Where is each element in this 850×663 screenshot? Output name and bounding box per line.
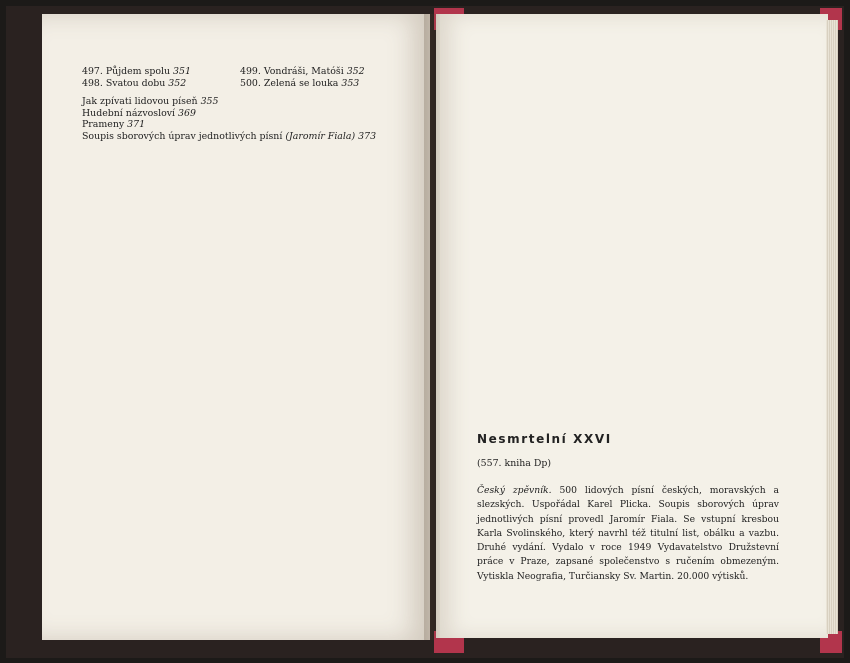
table-of-contents — [82, 66, 376, 143]
toc-extra-entry: Jak zpívati lidovou píseň 355 — [82, 96, 219, 108]
colophon-description: 500 lidových písní českých, moravských a slezských. Uspořádal Karel Plicka. Soupis sborových úprav jednotlivých písní provedl Jaromír Fiala. Se vstupní kresbou Karla Svolinského, který navrhl též titulní list, obálku a vazbu. Druhé vydání. Vydalo v roce 1949 Vydavatelstvo Družstevní práce v Praze, zapsané společenstvo s ručením obmezeným. Vytiskla Neografia, Turčiansky Sv. Martin. 20.000 výtisků. — [477, 485, 779, 582]
toc-row — [82, 66, 376, 78]
toc-extra-entry: Prameny 371 — [82, 119, 146, 131]
page-edge — [826, 20, 838, 634]
spine-gutter — [424, 14, 440, 640]
toc-entry: 498. Svatou dobu 352 — [82, 77, 187, 89]
toc-entry: 499. Vondráši, Matóši 352 — [240, 66, 365, 77]
book-title: Český zpěvník. — [477, 485, 552, 496]
toc-extra-entry: Hudební názvosloví 369 — [82, 107, 196, 119]
toc-entry: 497. Půjdem spolu 351 — [82, 66, 191, 77]
colophon — [477, 432, 779, 584]
series-title: Nesmrtelní XXVI — [477, 432, 612, 446]
colophon-text — [477, 484, 779, 584]
toc-entry: 500. Zelená se louka 353 — [240, 77, 360, 89]
toc-row — [82, 78, 376, 90]
toc-extra-entry: Soupis sborových úprav jednotlivých písní (Jaromír Fiala) 373 — [82, 130, 377, 142]
volume-number: (557. kniha Dp) — [477, 458, 552, 469]
